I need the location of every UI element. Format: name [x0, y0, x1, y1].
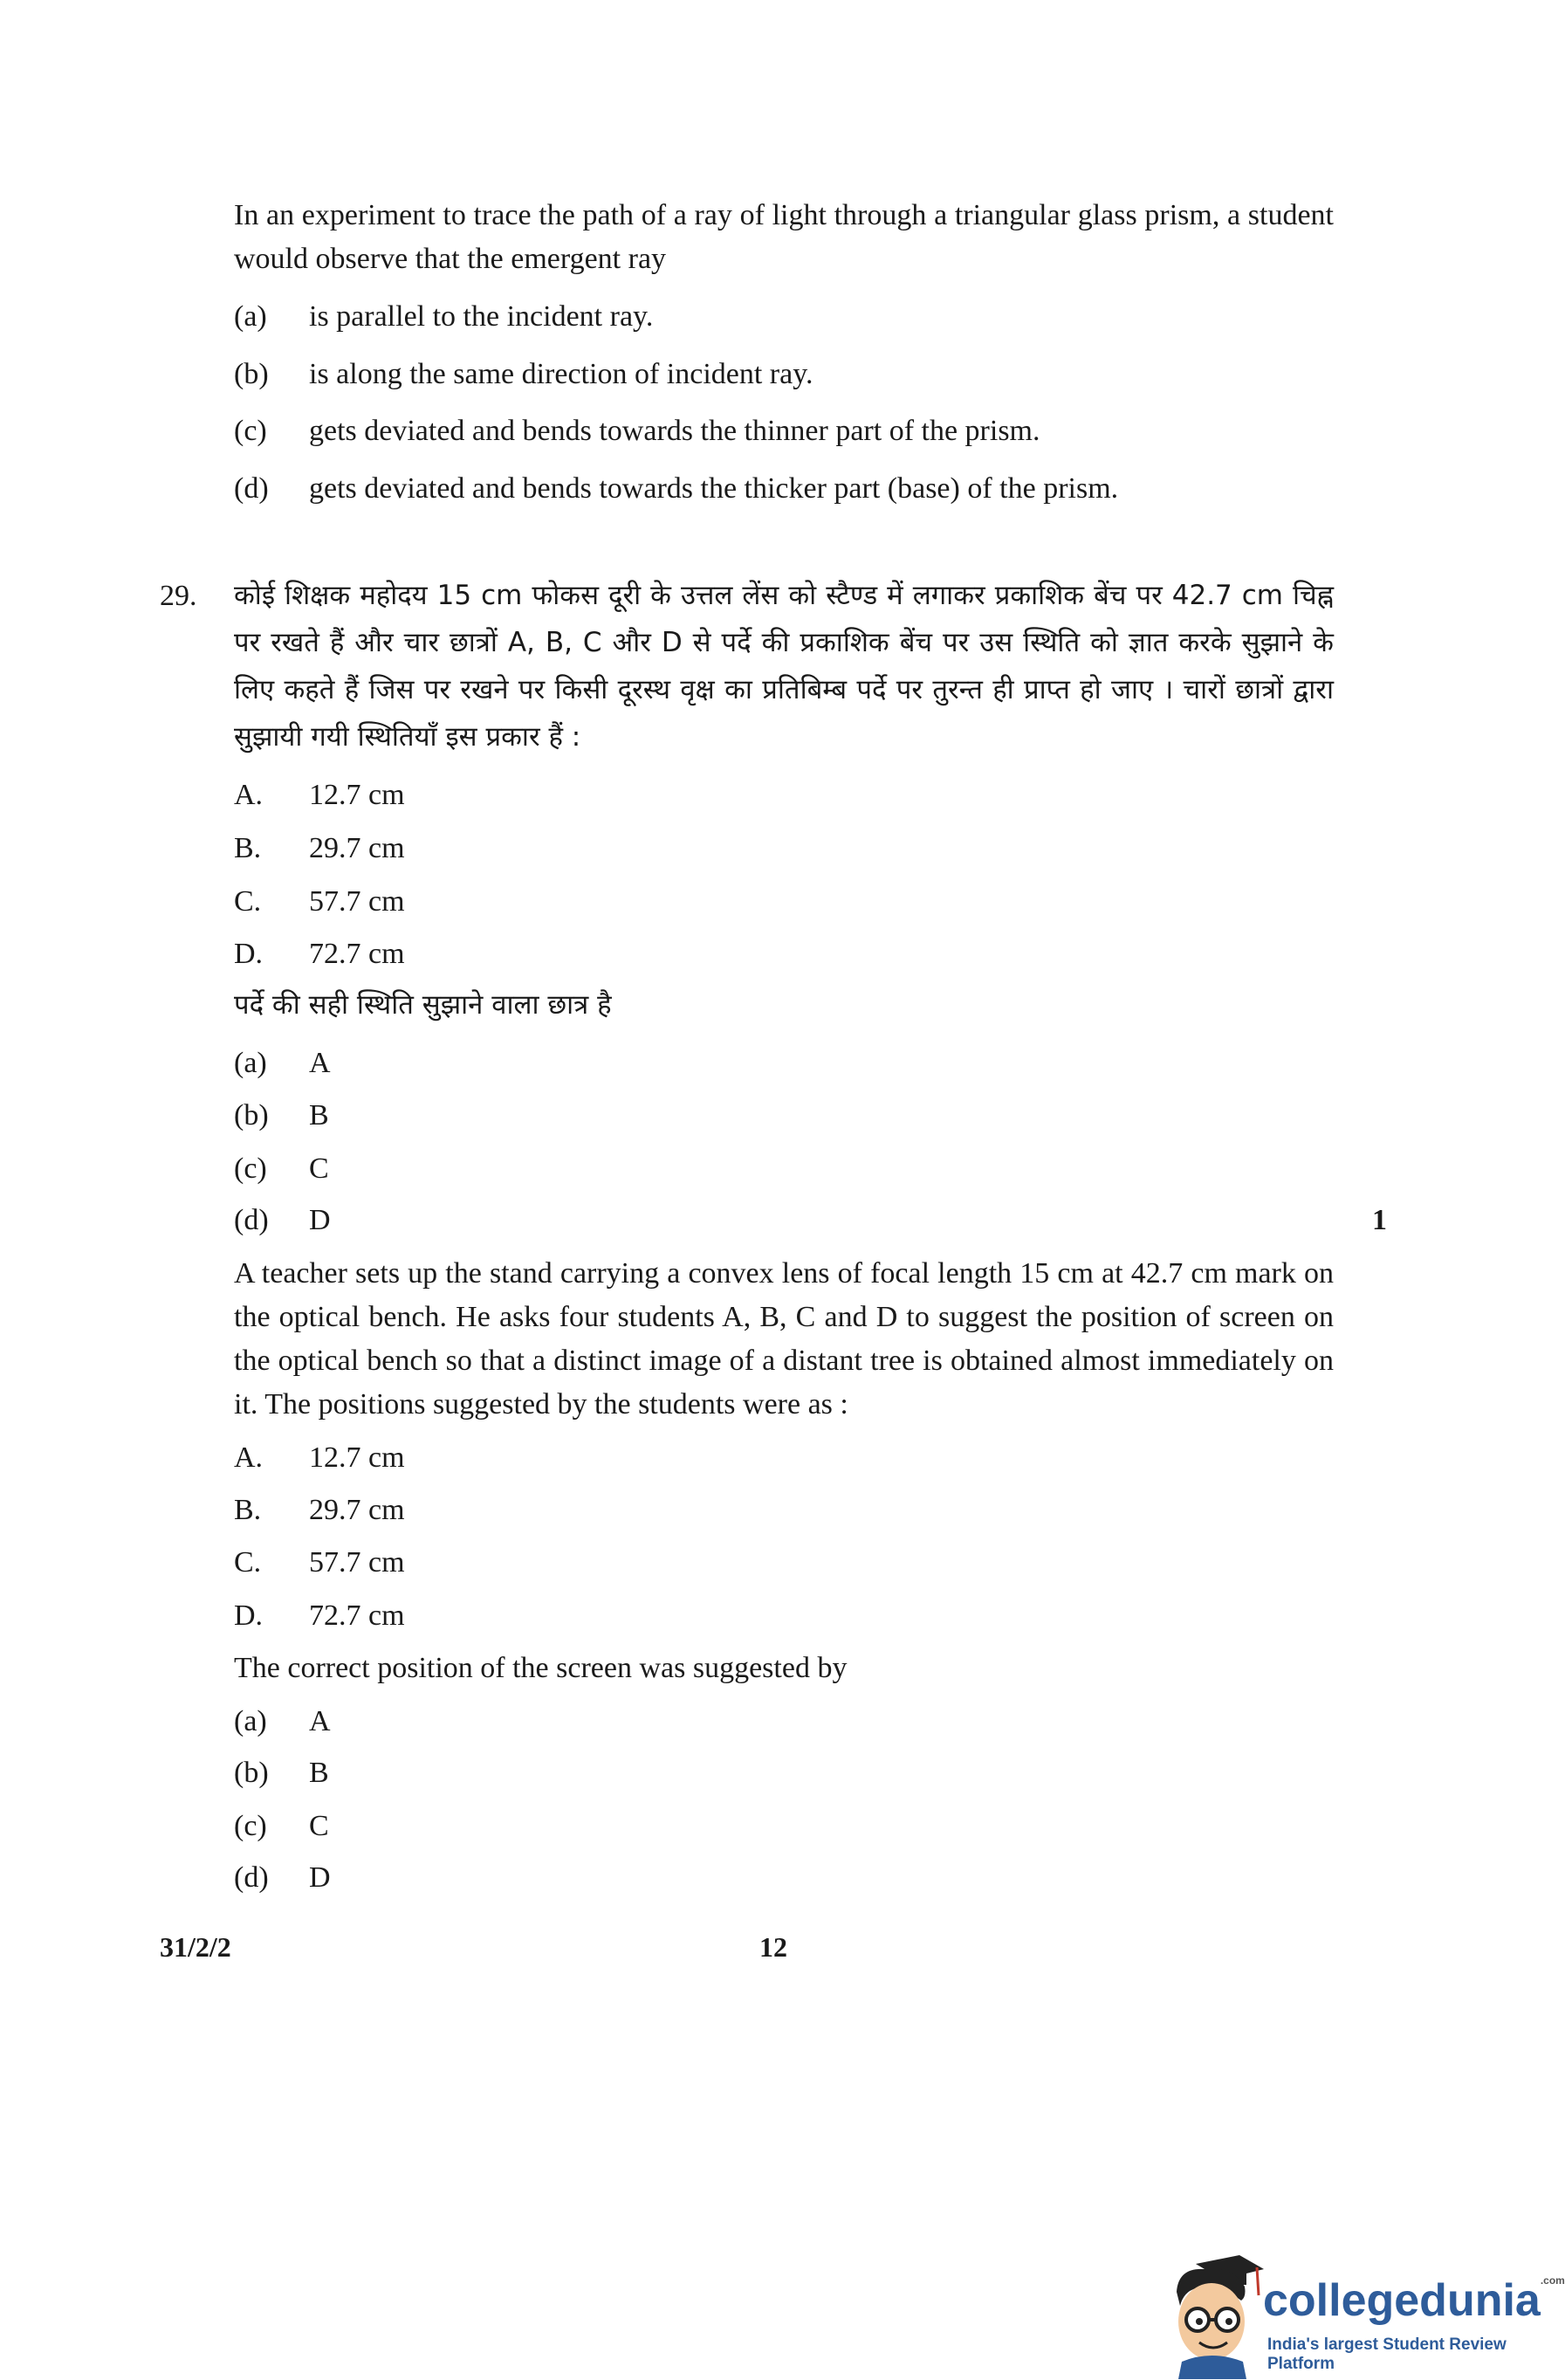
q29-hindi-option-b: (b) B	[234, 1099, 329, 1132]
q28-stem: In an experiment to trace the path of a ray of light through a triangular glass prism, a student would observe that the emergent ray	[234, 199, 1334, 275]
q29-marks: 1	[1372, 1204, 1387, 1236]
q29-hindi-position-c: C. 57.7 cm	[234, 885, 405, 918]
student-mascot-icon	[1161, 2248, 1266, 2379]
q29-hindi-position-a: A. 12.7 cm	[234, 779, 405, 811]
q29-english-question: The correct position of the screen was suggested by	[234, 1652, 848, 1684]
q29-english-position-b: B. 29.7 cm	[234, 1494, 405, 1526]
q29-hindi-option-a: (a) A	[234, 1047, 331, 1079]
logo-tagline: India's largest Student Review Platform	[1267, 2335, 1507, 2373]
page-number: 12	[759, 1931, 787, 1963]
q29-hindi-option-c: (c) C	[234, 1152, 329, 1185]
q29-english-position-d: D. 72.7 cm	[234, 1599, 405, 1632]
q29-hindi-question: पर्दे की सही स्थिति सुझाने वाला छात्र है	[234, 989, 612, 1021]
q28-option-c: (c) gets deviated and bends towards the thinner part of the prism.	[234, 415, 1040, 447]
q29-english-position-a: A. 12.7 cm	[234, 1441, 405, 1474]
q29-english-option-b: (b) B	[234, 1757, 329, 1789]
q29-english-option-c: (c) C	[234, 1810, 329, 1842]
q29-hindi-position-b: B. 29.7 cm	[234, 832, 405, 864]
q28-option-b: (b) is along the same direction of incident ray.	[234, 358, 813, 390]
q29-hindi-position-d: D. 72.7 cm	[234, 938, 405, 970]
q29-english-position-c: C. 57.7 cm	[234, 1546, 405, 1579]
q29-number: 29.	[160, 580, 197, 612]
paper-code: 31/2/2	[160, 1931, 231, 1963]
q29-hindi-stem: कोई शिक्षक महोदय 15 cm फोकस दूरी के उत्तल लेंस को स्टैण्ड में लगाकर प्रकाशिक बेंच पर 42.7 cm चिह्न पर रखते हैं और चार छात्रों A, B, C और D से पर्दे की प्रकाशिक बेंच पर उस स्थिति को ज्ञात करके सुझाने के लिए कहते हैं जिस पर रखने पर किसी दूरस्थ वृक्ष का प्रतिबिम्ब पर्दे पर तुरन्त ही प्राप्त हो जाए । चारों छात्रों द्वारा सुझायी गयी स्थितियाँ इस प्रकार हैं :	[234, 580, 1334, 753]
q28-option-a: (a) is parallel to the incident ray.	[234, 300, 654, 333]
q28-option-d: (d) gets deviated and bends towards the thicker part (base) of the prism.	[234, 472, 1119, 505]
q29-english-option-d: (d) D	[234, 1861, 331, 1894]
logo-wordmark: collegedunia$^{.com}$	[1263, 2274, 1565, 2326]
q29-hindi-option-d: (d) D	[234, 1204, 331, 1236]
q29-english-stem: A teacher sets up the stand carrying a convex lens of focal length 15 cm at 42.7 cm mark on the optical bench. He asks four students A, B, C and D to suggest the position of screen on the optical bench so that a distinct image of a distant tree is obtained almost immediately on it. The positions suggested by the students were as :	[234, 1257, 1334, 1420]
q29-english-option-a: (a) A	[234, 1705, 331, 1737]
collegedunia-watermark	[1161, 2248, 1565, 2379]
